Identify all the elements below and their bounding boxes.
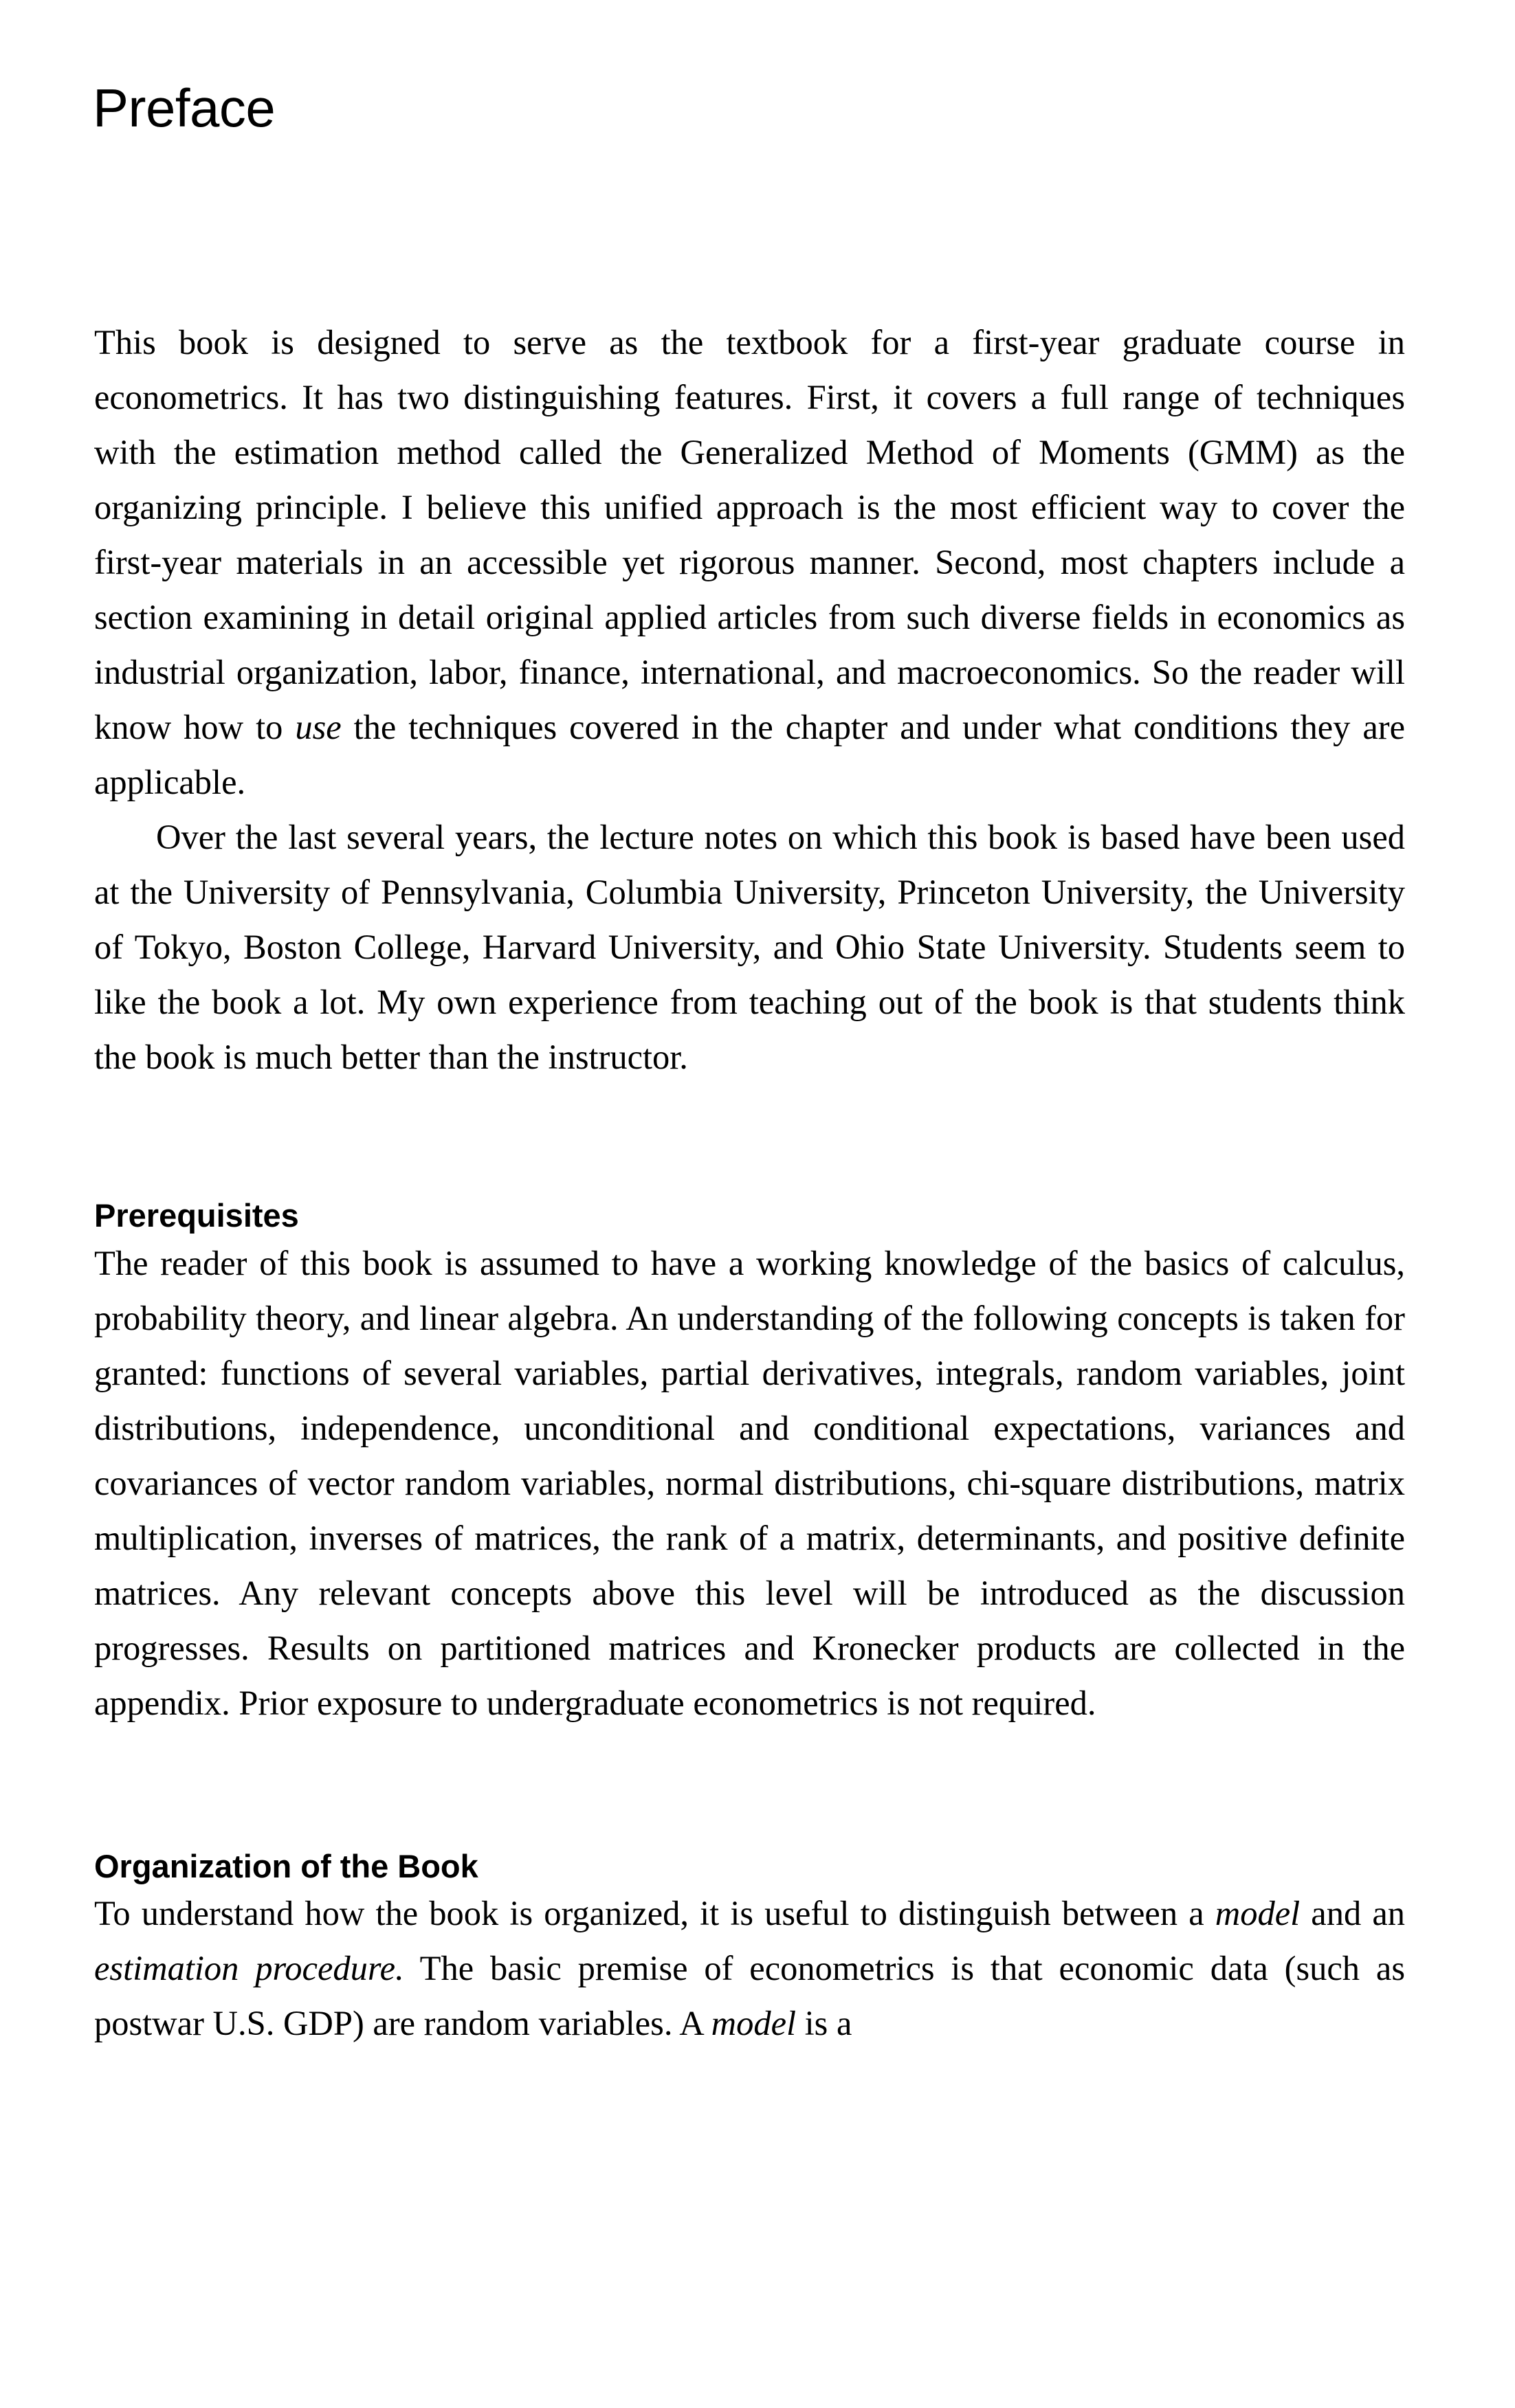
org-text-2: and an: [1311, 1894, 1405, 1932]
intro-p1-text-a: This book is designed to serve as the textbook for a first-year graduate course in econometrics. It has two distinguishing features. First, it covers a full range of techniques with the estimation method called the Generalized Method of Moments (GMM) as the organizing principle. I believe this unified approach is the most efficient way to cover the first-year materials in an accessible yet rigorous manner. Second, most chapters include a section examining in detail original applied articles from such diverse fields in economics as industrial organization, labor, finance, international, and macroeconomics. So the reader will know how to: [94, 323, 1405, 746]
org-emphasis-model-2: model: [711, 2004, 797, 2042]
intro-paragraph-2: Over the last several years, the lecture notes on which this book is based have been used at the University of Pennsylvania, Columbia University, Princeton University, the University of Tokyo, Boston College, Harvard University, and Ohio State University. Students seem to like the book a lot. My own experience from teaching out of the book is that students think the book is much better than the instructor.: [94, 818, 1405, 1076]
organization-heading: Organization of the Book: [94, 1848, 478, 1884]
intro-p1-text-b: the techniques covered in the chapter and under what conditions they are applicable.: [94, 708, 1406, 801]
prerequisites-section: [94, 1236, 1405, 1730]
page-title: Preface: [93, 78, 276, 138]
org-emphasis-model: model: [1215, 1894, 1301, 1932]
intro-section: [94, 315, 1405, 1084]
prerequisites-heading: Prerequisites: [94, 1197, 299, 1234]
intro-p1-emphasis: use: [295, 708, 342, 746]
organization-paragraph: [94, 1886, 1405, 2051]
org-text-3: The basic premise of econometrics is that economic data (such as postwar U.S. GDP) are random variables. A: [94, 1949, 1405, 2042]
prerequisites-paragraph: The reader of this book is assumed to have a working knowledge of the basics of calculus, probability theory, and linear algebra. An understanding of the following concepts is taken for granted: functions of several variables, partial derivatives, integrals, random variables, joint distributions, independence, unconditional and conditional expectations, variances and covariances of vector random variables, normal distributions, chi-square distributions, matrix multiplication, inverses of matrices, the rank of a matrix, determinants, and positive definite matrices. Any relevant concepts above this level will be introduced as the discussion progresses. Results on partitioned matrices and Kronecker products are collected in the appendix. Prior exposure to undergraduate econometrics is not required.: [94, 1244, 1405, 1722]
organization-section: [94, 1886, 1405, 2051]
org-emphasis-estimation: estimation procedure.: [94, 1949, 404, 1987]
intro-paragraph-1: [94, 315, 1405, 810]
org-text-4: is a: [804, 2004, 852, 2042]
org-text-1: To understand how the book is organized, it is useful to distinguish between a: [94, 1894, 1204, 1932]
